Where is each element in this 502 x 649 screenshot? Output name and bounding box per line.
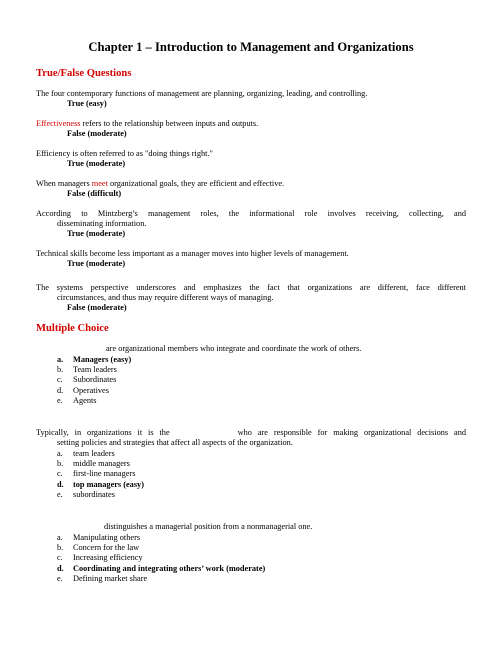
option: b. Concern for the law	[57, 543, 140, 553]
question-text-line1: The systems perspective underscores and emphasizes the fact that organizations are different, face different	[36, 283, 466, 292]
tf-question	[36, 209, 466, 239]
page-title: Chapter 1 – Introduction to Management and Organizations	[88, 40, 414, 54]
tf-question	[36, 249, 466, 269]
answer-text: True (moderate)	[67, 159, 126, 168]
option: e. Agents	[57, 395, 97, 405]
highlighted-term: Effectiveness	[36, 119, 81, 128]
option: d. Operatives	[57, 385, 109, 395]
question-text: Efficiency is often referred to as "doing things right."	[36, 149, 213, 158]
answer-text: False (moderate)	[67, 129, 127, 138]
option: b. middle managers	[57, 459, 130, 469]
question-text: The four contemporary functions of management are planning, organizing, leading, and controlling.	[36, 89, 368, 98]
mc-question	[36, 344, 466, 406]
option: c. Increasing efficiency	[57, 553, 143, 563]
answer-text: True (moderate)	[67, 259, 126, 268]
options-list	[36, 449, 466, 500]
option: c. first-line managers	[57, 469, 136, 479]
tf-question	[36, 179, 466, 199]
tf-question	[36, 89, 466, 109]
option: e. Defining market share	[57, 573, 148, 583]
mc-question	[36, 522, 466, 584]
section-heading-true-false: True/False Questions	[36, 68, 132, 79]
option: c. Subordinates	[57, 375, 117, 385]
question-stem: distinguishes a managerial position from a nonmanagerial one.	[104, 522, 313, 532]
question-text	[36, 119, 466, 129]
answer-text: False (difficult)	[67, 189, 122, 198]
question-text	[36, 179, 466, 189]
question-rest: organizational goals, they are efficient and effective.	[107, 179, 285, 188]
question-text-line2: disseminating information.	[57, 219, 147, 228]
option: b. Team leaders	[57, 365, 117, 375]
question-text-line1: According to Mintzberg’s management roles, the informational role involves receiving, collecting, and	[36, 209, 466, 218]
highlighted-term: meet	[91, 179, 108, 188]
options-list	[36, 355, 466, 406]
option: d. top managers (easy)	[57, 479, 144, 489]
question-stem-line1: Typically, in organizations it is the who are responsible for making organizational decisions and	[36, 428, 467, 438]
question-pre: When managers	[36, 179, 92, 188]
tf-question	[36, 119, 466, 139]
option: e. subordinates	[57, 489, 115, 499]
tf-question	[36, 149, 466, 169]
question-rest: refers to the relationship between inputs and outputs.	[80, 119, 259, 128]
question-text-line2: circumstances, and thus may require different ways of managing.	[57, 293, 274, 302]
option: a. Managers (easy)	[57, 355, 132, 364]
tf-question	[36, 283, 466, 313]
options-list	[36, 533, 466, 584]
option: a. Manipulating others	[57, 533, 141, 543]
answer-text: True (moderate)	[67, 229, 126, 238]
question-text: Technical skills become less important as a manager moves into higher levels of management.	[36, 249, 349, 258]
answer-text: False (moderate)	[67, 303, 127, 312]
question-stem: are organizational members who integrate and coordinate the work of others.	[106, 344, 362, 353]
mc-question	[36, 428, 466, 500]
section-heading-multiple-choice: Multiple Choice	[36, 323, 109, 334]
option: a. team leaders	[57, 449, 115, 459]
answer-text: True (easy)	[67, 99, 107, 108]
option: d. Coordinating and integrating others’ work (moderate)	[57, 563, 266, 573]
question-stem-line2: setting policies and strategies that affect all aspects of the organization.	[57, 438, 293, 448]
